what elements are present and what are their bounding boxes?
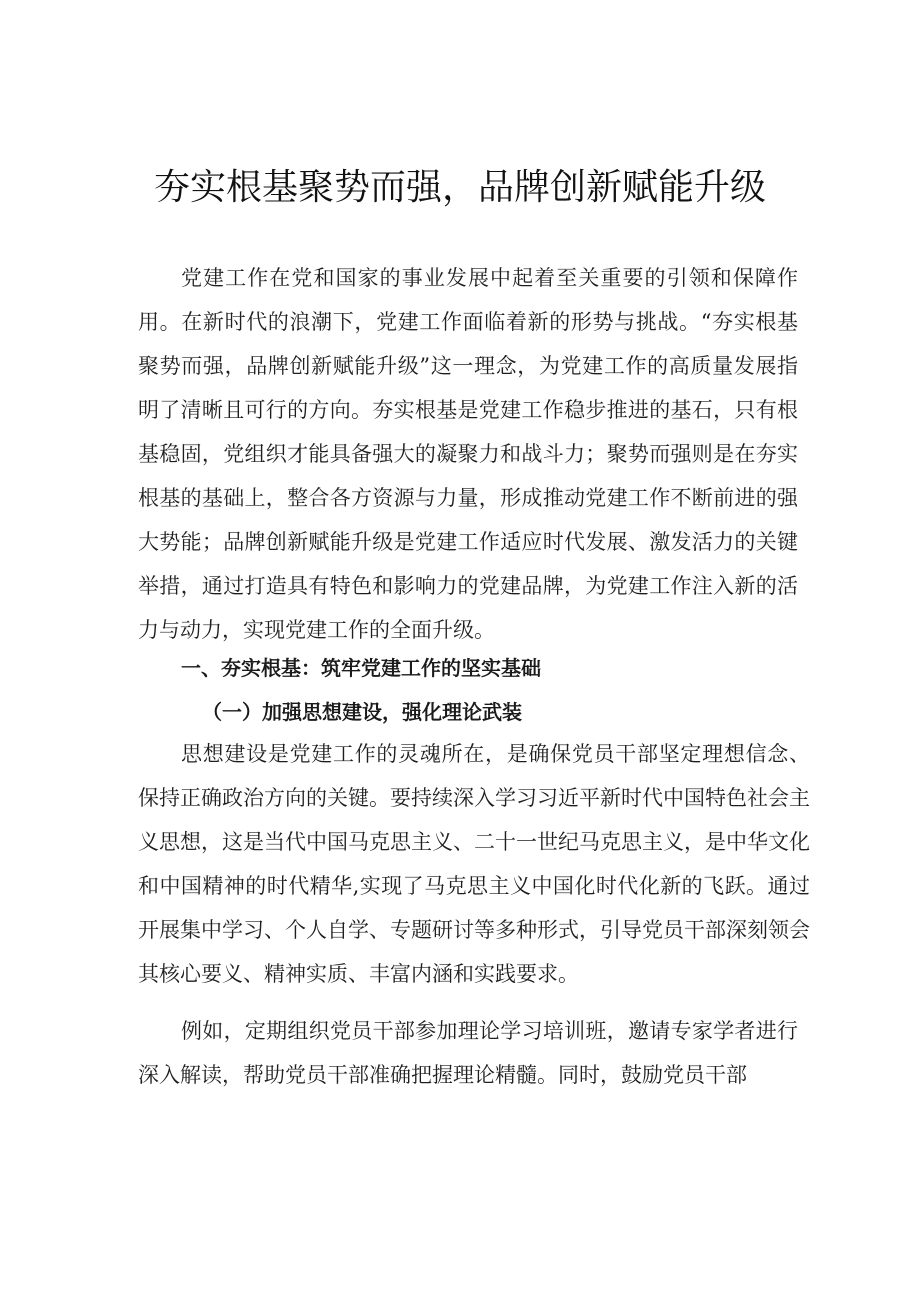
intro-paragraph: 党建工作在党和国家的事业发展中起着至关重要的引领和保障作用。在新时代的浪潮下，党建工作面临着新的形势与挑战。“夯实根基聚势而强，品牌创新赋能升级”这一理念，为党建工作的高质量发展指明了清晰且可行的方向。夯实根基是党建工作稳步推进的基石，只有根基稳固，党组织才能具备强大的凝聚力和战斗力；聚势而强则是在夯实根基的基础上，整合各方资源与力量，形成推动党建工作不断前进的强大势能；品牌创新赋能升级是党建工作适应时代发展、激发活力的关键举措，通过打造具有特色和影响力的党建品牌，为党建工作注入新的活力与动力，实现党建工作的全面升级。 bbox=[138, 266, 798, 642]
section-heading: 一、夯实根基：筑牢党建工作的坚实基础 bbox=[181, 656, 541, 680]
body-paragraph: 思想建设是党建工作的灵魂所在，是确保党员干部坚定理想信念、保持正确政治方向的关键。要持续深入学习习近平新时代中国特色社会主义思想，这是当代中国马克思主义、二十一世纪马克思主义，是中华文化和中国精神的时代精华,实现了马克思主义中国化时代化新的飞跃。通过开展集中学习、个人自学、专题研讨等多种形式，引导党员干部深刻领会其核心要义、精神实质、丰富内涵和实践要求。 bbox=[138, 742, 810, 986]
body-paragraph-example: 例如，定期组织党员干部参加理论学习培训班，邀请专家学者进行深入解读，帮助党员干部准确把握理论精髓。同时，鼓励党员干部 bbox=[138, 1019, 798, 1087]
subsection-heading: （一）加强思想建设，强化理论武装 bbox=[202, 700, 522, 724]
document-title: 夯实根基聚势而强，品牌创新赋能升级 bbox=[153, 167, 766, 208]
